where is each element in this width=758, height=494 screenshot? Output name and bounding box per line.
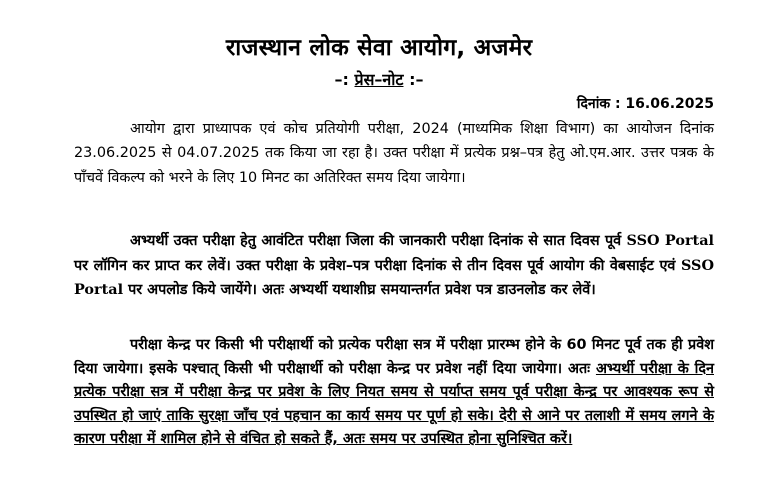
paragraph-admit-card [74, 229, 714, 303]
sso-portal-text: SSO Portal [74, 256, 714, 298]
document-subtitle [0, 68, 758, 90]
paragraph-3-text-a: परीक्षा केन्द्र पर किसी भी परीक्षार्थी को प्रत्येक परीक्षा सत्र में परीक्षा प्रारम्भ होने के 60 मिनट पूर्व तक ही प्रवेश दिया जायेगा। इसके पश्चात् किसी भी परीक्षार्थी को परीक्षा केन्द्र पर प्रवेश नहीं दिया जायेगा। अतः [74, 337, 714, 377]
document-title: राजस्थान लोक सेवा आयोग, अजमेर [225, 35, 533, 61]
underlined-instruction: अभ्यर्थी परीक्षा के दिन प्रत्येक परीक्षा सत्र में परीक्षा केन्द्र पर प्रवेश के लिए नियत समय से पर्याप्त समय पूर्व परीक्षा केन्द्र पर आवश्यक रूप से उपस्थित हो जाएं ताकि सुरक्षा जाँच एवं पहचान का कार्य समय पर पूर्ण हो सके। देरी से आने पर तलाशी में समय लगने के कारण परीक्षा में शामिल होने से वंचित हो सकते हैं, अतः समय पर उपस्थित होना सुनिश्चित करें। [74, 360, 714, 447]
paragraph-2-text-c: पर लॉगिन कर प्राप्त कर लेवें। उक्त परीक्षा के प्रवेश–पत्र परीक्षा दिनांक से तीन दिवस पूर्व आयोग की वेबसाईट एवं [74, 257, 681, 274]
sso-portal-text: SSO Portal [626, 232, 714, 249]
paragraph-exam-schedule [74, 117, 714, 190]
paragraph-2-text-a: अभ्यर्थी उक्त परीक्षा हेतु आवंटित परीक्षा जिला की जानकारी परीक्षा दिनांक से सात दिवस पूर्व [130, 233, 627, 249]
paragraph-1-text: आयोग द्वारा प्राध्यापक एवं कोच प्रतियोगी परीक्षा, 2024 (माध्यमिक शिक्षा विभाग) का आयोजन दिनांक 23.06.2025 से 04.07.2025 तक किया जा रहा है। उक्त परीक्षा में प्रत्येक प्रश्न–पत्र हेतु ओ.एम.आर. उत्तर पत्रक के पाँचवें विकल्प को भरने के लिए 10 मिनट का अतिरिक्त समय दिया जायेगा। [74, 121, 714, 186]
press-note-label: प्रेस–नोट [354, 70, 404, 89]
issue-date: दिनांक : 16.06.2025 [576, 96, 714, 112]
paragraph-2-text-e: पर अपलोड किये जायेंगे। अतः अभ्यर्थी यथाशीघ्र समयान्तर्गत प्रवेश पत्र डाउनलोड कर लेवें। [123, 282, 596, 298]
subtitle-prefix: –: [334, 70, 355, 89]
subtitle-suffix: :– [403, 70, 424, 89]
paragraph-entry-timing [74, 334, 714, 452]
